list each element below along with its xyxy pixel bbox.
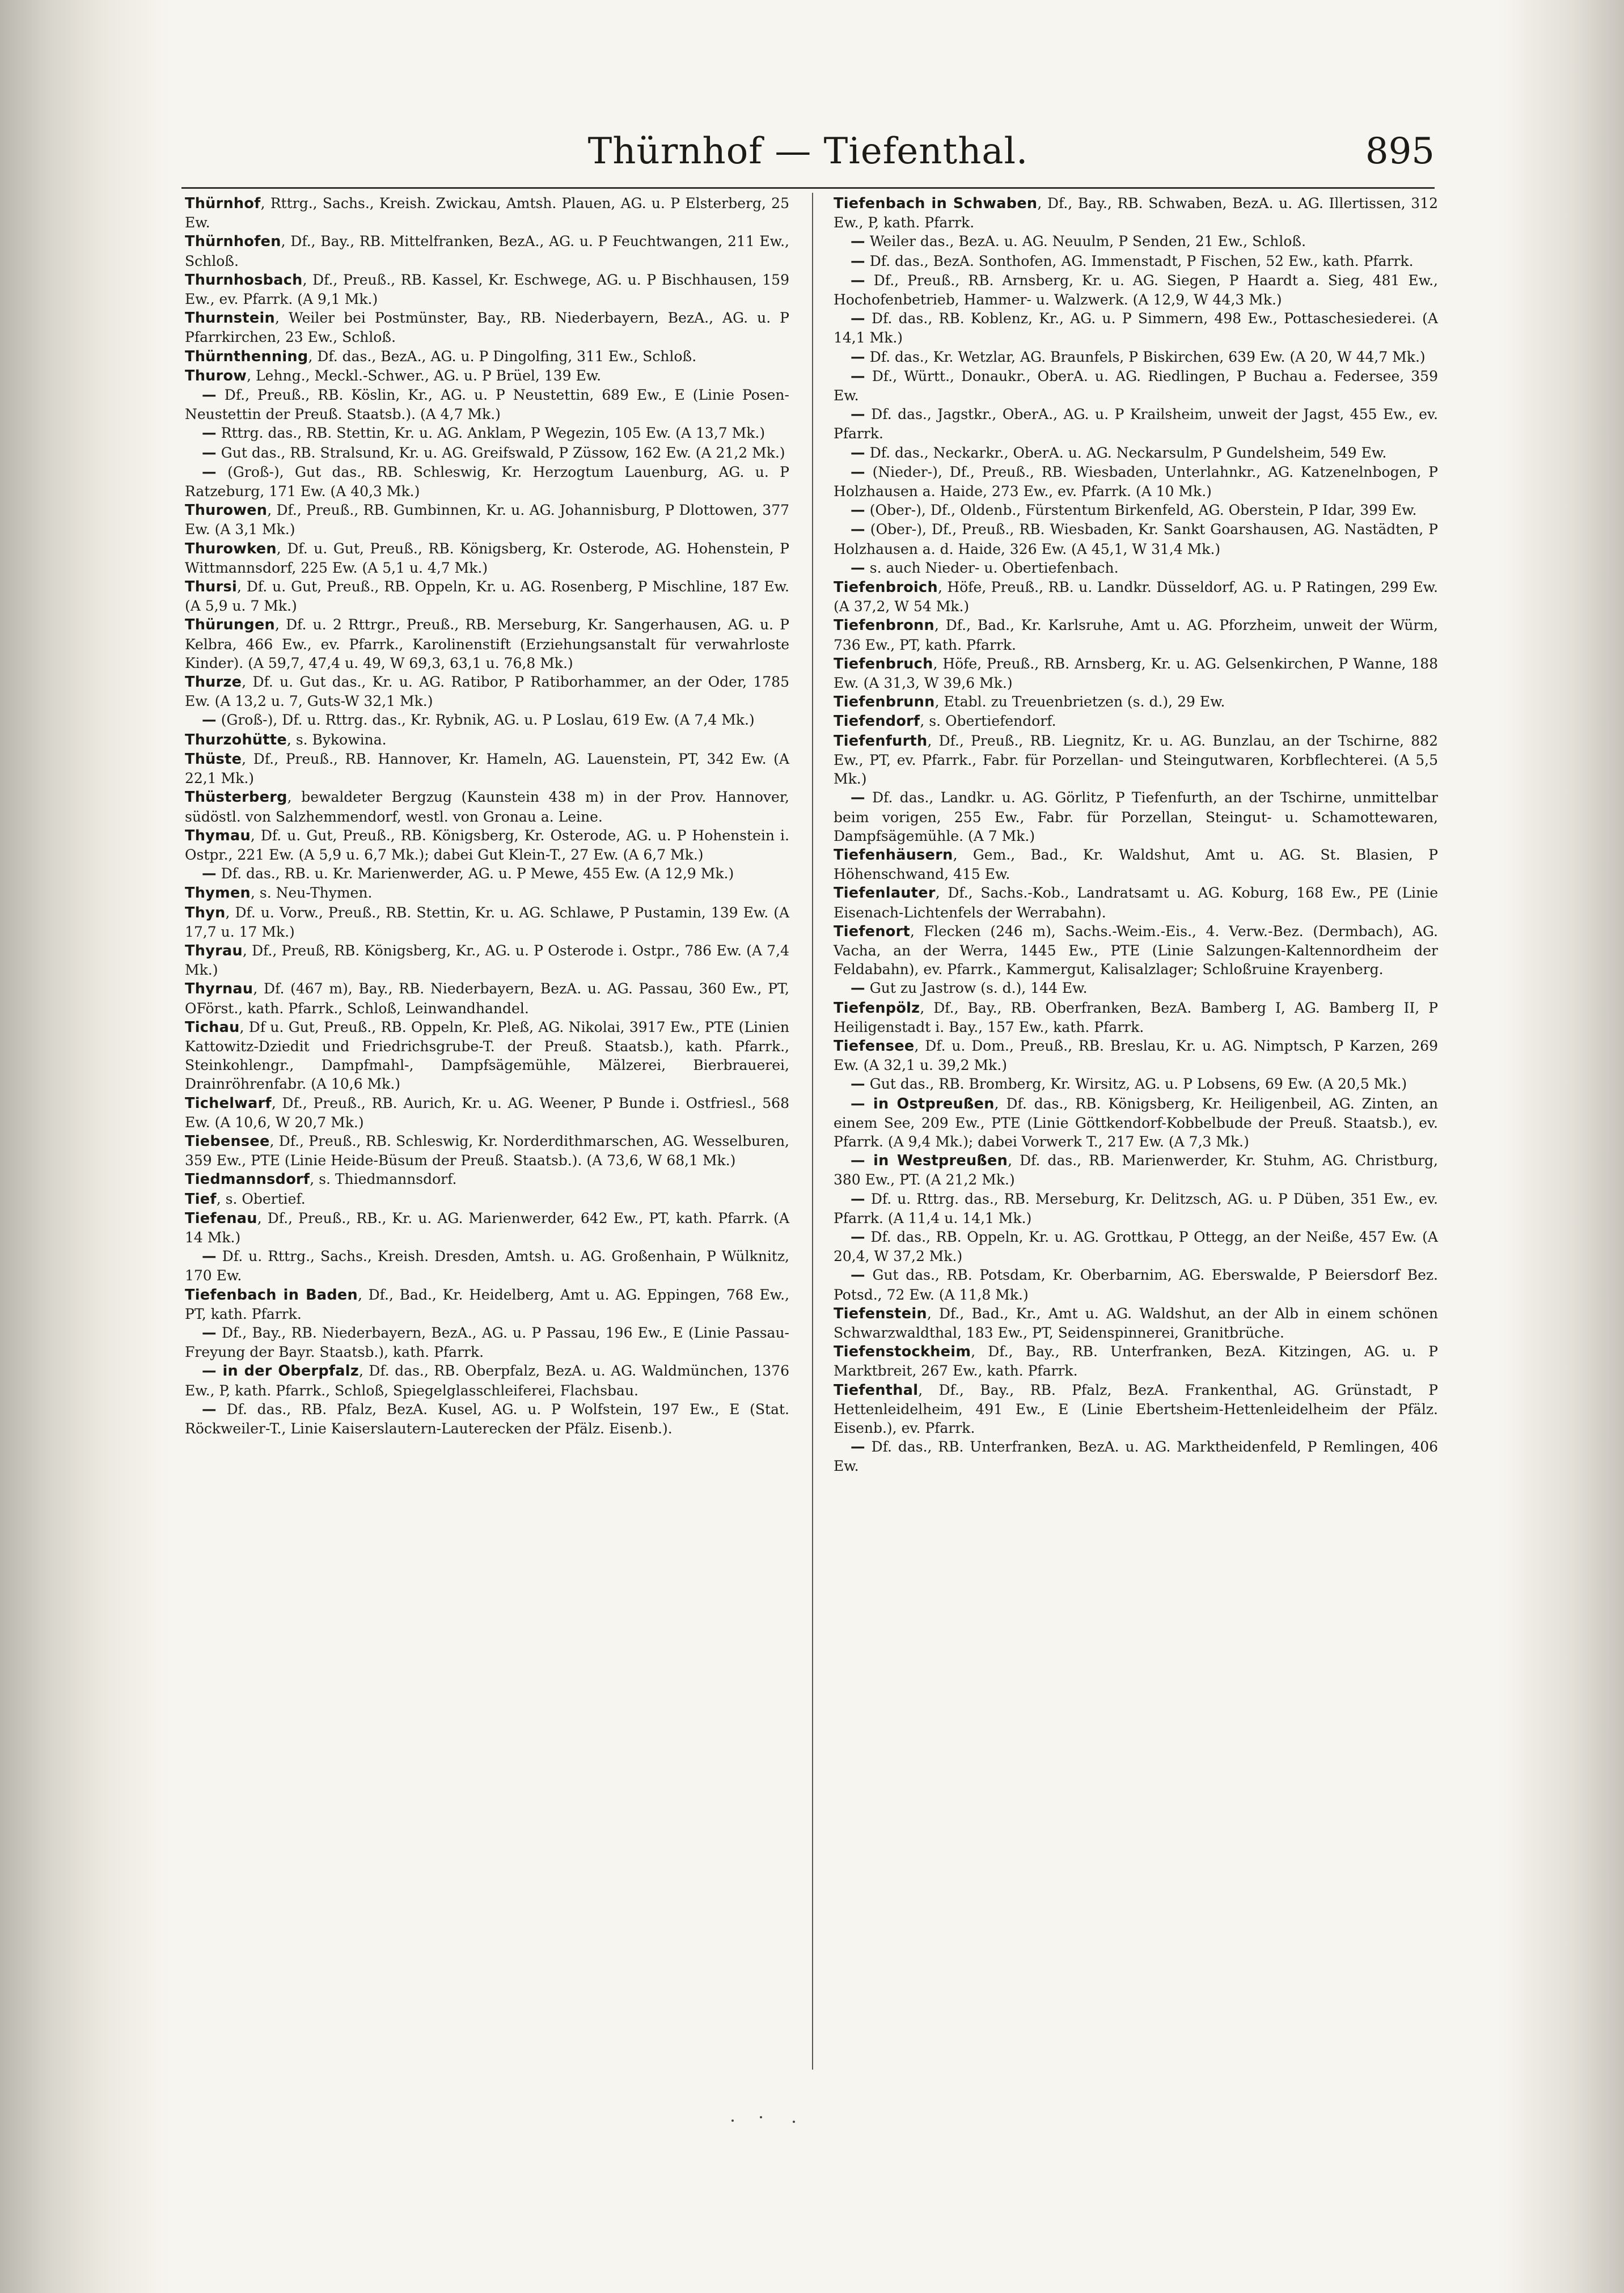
gazetteer-entry xyxy=(834,788,1438,845)
entry-text: , Weiler bei Postmünster, Bay., RB. Niederbayern, BezA., AG. u. P Pfarrkirchen, 23 Ew., Schloß. xyxy=(185,310,789,346)
gazetteer-entry xyxy=(185,730,789,750)
gazetteer-entry xyxy=(834,616,1438,654)
entry-text: , Df. u. Vorw., Preuß., RB. Stettin, Kr. u. AG. Schlawe, P Pustamin, 139 Ew. (A 17,7 u. 17 Mk.) xyxy=(185,904,789,940)
entry-headword: — xyxy=(202,1324,217,1342)
gazetteer-entry xyxy=(185,347,789,366)
entry-headword: — xyxy=(202,387,217,404)
entry-text: Gut das., RB. Bromberg, Kr. Wirsitz, AG. u. P Lobsens, 69 Ew. (A 20,5 Mk.) xyxy=(865,1076,1407,1093)
entry-text: , Df. u. Dom., Preuß., RB. Breslau, Kr. u. AG. Nimptsch, P Karzen, 269 Ew. (A 32,1 u. 39,2 Mk.) xyxy=(834,1037,1438,1074)
entry-text: Df. das., RB. Koblenz, Kr., AG. u. P Simmern, 498 Ew., Pottaschesiederei. (A 14,1 Mk.) xyxy=(834,310,1438,346)
entry-headword: — xyxy=(851,444,865,462)
gazetteer-entry xyxy=(185,788,789,826)
entry-headword: — xyxy=(851,502,865,519)
entry-headword: — in Westpreußen xyxy=(851,1152,1008,1170)
entry-text: Df. u. Rttrg., Sachs., Kreish. Dresden, Amtsh. u. AG. Großenhain, P Wülknitz, 170 Ew. xyxy=(185,1248,789,1284)
gazetteer-entry xyxy=(834,194,1438,232)
entry-text: , Df., Preuß, RB. Königsberg, Kr., AG. u. P Osterode i. Ostpr., 786 Ew. (A 7,4 Mk.) xyxy=(185,942,789,979)
entry-headword: Thurnstein xyxy=(185,310,275,327)
gazetteer-entry xyxy=(834,692,1438,712)
gazetteer-entry xyxy=(185,443,789,463)
entry-text: , Höfe, Preuß., RB. Arnsberg, Kr. u. AG. Gelsenkirchen, P Wanne, 188 Ew. (A 31,3, W 39,6 Mk.) xyxy=(834,655,1438,692)
entry-headword: — xyxy=(851,310,865,328)
gazetteer-entry xyxy=(834,1151,1438,1189)
entry-headword: — xyxy=(202,712,217,729)
entry-headword: Tiefenbruch xyxy=(834,655,933,672)
entry-text: , Df., Sachs.-Kob., Landratsamt u. AG. Koburg, 168 Ew., PE (Linie Eisenach-Lichtenfels der Werrabahn). xyxy=(834,885,1438,921)
entry-headword: Tiefenbach in Schwaben xyxy=(834,195,1038,212)
gazetteer-entry xyxy=(185,1209,789,1247)
entry-text: , Df. u. Gut, Preuß., RB. Oppeln, Kr. u. AG. Rosenberg, P Mischline, 187 Ew. (A 5,9 u. 7 Mk.) xyxy=(185,578,789,615)
entry-text: (Ober-), Df., Oldenb., Fürstentum Birkenfeld, AG. Oberstein, P Idar, 399 Ew. xyxy=(865,502,1417,519)
gazetteer-entry xyxy=(185,424,789,443)
entry-headword: Thyn xyxy=(185,904,226,921)
entry-headword: Tiebensee xyxy=(185,1132,270,1150)
entry-headword: — xyxy=(202,444,217,462)
gazetteer-entry xyxy=(834,1342,1438,1380)
entry-headword: Tiefenbroich xyxy=(834,579,938,596)
entry-text: , Df. u. Gut das., Kr. u. AG. Ratibor, P Ratiborhammer, an der Oder, 1785 Ew. (A 13,2 u. 7, Guts-W 32,1 Mk.) xyxy=(185,674,789,710)
entry-text: Df. das., Kr. Wetzlar, AG. Braunfels, P Biskirchen, 639 Ew. (A 20, W 44,7 Mk.) xyxy=(865,348,1426,365)
entry-text: , Df., Bay., RB. Unterfranken, BezA. Kitzingen, AG. u. P Marktbreit, 267 Ew., kath. Pfarrk. xyxy=(834,1343,1438,1380)
entry-headword: — xyxy=(851,521,865,539)
entry-text: , Df. u. Gut, Preuß., RB. Königsberg, Kr. Osterode, AG. u. P Hohenstein i. Ostpr., 221 Ew. (A 5,9 u. 6,7 Mk.); dabei Gut Klein-T., 27 Ew. (A 6,7 Mk.) xyxy=(185,827,789,863)
entry-headword: — xyxy=(851,1076,865,1093)
entry-headword: Tiefenlauter xyxy=(834,885,936,902)
entry-headword: Thürnhof xyxy=(185,195,261,212)
entry-text: , Rttrg., Sachs., Kreish. Zwickau, Amtsh. Plauen, AG. u. P Elsterberg, 25 Ew. xyxy=(185,195,789,231)
entry-text: (Groß-), Gut das., RB. Schleswig, Kr. Herzogtum Lauenburg, AG. u. P Ratzeburg, 171 Ew. (A 40,3 Mk.) xyxy=(185,463,789,500)
entry-headword: — xyxy=(851,233,865,251)
gazetteer-entry xyxy=(834,1266,1438,1304)
entry-headword: Thurowen xyxy=(185,502,268,519)
entry-headword: Tiefenort xyxy=(834,923,910,940)
entry-headword: — xyxy=(851,272,865,289)
gazetteer-entry xyxy=(185,903,789,941)
entry-text: , Df., Preuß., RB. Hannover, Kr. Hameln, AG. Lauenstein, PT, 342 Ew. (A 22,1 Mk.) xyxy=(185,750,789,787)
entry-text: Df., Preuß., RB. Köslin, Kr., AG. u. P Neustettin, 689 Ew., E (Linie Posen-Neustettin der Preuß. Staatsb.). (A 4,7 Mk.) xyxy=(185,387,789,423)
right-column xyxy=(834,194,1438,1476)
gazetteer-entry xyxy=(185,1285,789,1323)
entry-headword: Thürnhofen xyxy=(185,233,281,251)
entry-text: s. auch Nieder- u. Obertiefenbach. xyxy=(865,559,1119,576)
entry-headword: — xyxy=(851,367,865,385)
gazetteer-entry xyxy=(185,615,789,672)
entry-headword: — xyxy=(851,463,865,481)
entry-headword: Thursi xyxy=(185,578,237,596)
gazetteer-entry xyxy=(834,348,1438,367)
entry-text: , Lehng., Meckl.-Schwer., AG. u. P Brüel, 139 Ew. xyxy=(247,367,602,384)
entry-text: Df., Preuß., RB. Arnsberg, Kr. u. AG. Siegen, P Haardt a. Sieg, 481 Ew., Hochofenbetrieb, Hammer- u. Walzwerk. (A 12,9, W 44,3 Mk.) xyxy=(834,272,1438,308)
entry-text: (Groß-), Df. u. Rttrg. das., Kr. Rybnik, AG. u. P Loslau, 619 Ew. (A 7,4 Mk.) xyxy=(216,712,755,729)
gazetteer-entry xyxy=(185,194,789,232)
gazetteer-entry xyxy=(834,232,1438,251)
entry-headword: Tiefenstockheim xyxy=(834,1343,971,1361)
entry-text: Gut das., RB. Stralsund, Kr. u. AG. Greifswald, P Züssow, 162 Ew. (A 21,2 Mk.) xyxy=(216,444,785,461)
entry-headword: — xyxy=(202,425,217,442)
gazetteer-entry xyxy=(185,539,789,577)
gazetteer-entry xyxy=(185,1247,789,1285)
gazetteer-entry xyxy=(834,883,1438,921)
entry-text: Df. das., Landkr. u. AG. Görlitz, P Tiefenfurth, an der Tschirne, unmittelbar beim vorigen, 255 Ew., Fabr. für Porzellan, Steingut- u. Schamottewaren, Dampfsägemühle. (A 7 Mk.) xyxy=(834,789,1438,844)
entry-headword: — xyxy=(851,1439,865,1456)
entry-headword: Tiefenstein xyxy=(834,1305,927,1322)
entry-headword: Tiefendorf xyxy=(834,713,920,730)
entry-headword: — xyxy=(202,463,217,481)
running-header xyxy=(181,125,1435,187)
gazetteer-entry xyxy=(834,731,1438,789)
entry-headword: — xyxy=(851,789,865,807)
entry-headword: Thürungen xyxy=(185,616,275,634)
gazetteer-entry xyxy=(834,578,1438,616)
entry-text: , Flecken (246 m), Sachs.-Weim.-Eis., 4. Verw.-Bez. (Dermbach), AG. Vacha, an der Werra, 1445 Ew., PTE (Linie Salzungen-Kaltennordheim der Feldabahn), ev. Pfarrk., Kammergut, Kalisalzlager; Schloßruine Krayenberg. xyxy=(834,923,1438,978)
entry-headword: Tiefenbrunn xyxy=(834,693,935,711)
gazetteer-entry xyxy=(834,1381,1438,1438)
entry-text: , Df., Preuß., RB., Kr. u. AG. Marienwerder, 642 Ew., PT, kath. Pfarrk. (A 14 Mk.) xyxy=(185,1209,789,1246)
entry-headword: Tiefenfurth xyxy=(834,732,928,750)
entry-headword: Tiefenpölz xyxy=(834,999,920,1017)
page-title: Thürnhof — Tiefenthal. xyxy=(587,130,1029,172)
gazetteer-entry xyxy=(185,864,789,883)
entry-headword: Thurowken xyxy=(185,540,277,557)
entry-text: , s. Obertief. xyxy=(216,1190,306,1207)
entry-text: Df. das., RB. Oppeln, Kr. u. AG. Grottkau, P Ottegg, an der Neiße, 457 Ew. (A 20,4, W 37,2 Mk.) xyxy=(834,1228,1438,1265)
entry-text: Df. das., Jagstkr., OberA., AG. u. P Krailsheim, unweit der Jagst, 455 Ew., ev. Pfarrk. xyxy=(834,406,1438,442)
column-divider xyxy=(812,193,813,2070)
entry-headword: Tiefensee xyxy=(834,1037,915,1055)
entry-headword: Thurnhosbach xyxy=(185,271,303,289)
gazetteer-entry xyxy=(834,1437,1438,1475)
entry-text: (Ober-), Df., Preuß., RB. Wiesbaden, Kr. Sankt Goarshausen, AG. Nastädten, P Holzhausen a. d. Haide, 326 Ew. (A 45,1, W 31,4 Mk.) xyxy=(834,521,1438,557)
gazetteer-entry xyxy=(185,501,789,539)
gazetteer-entry xyxy=(834,999,1438,1036)
gazetteer-entry xyxy=(834,520,1438,558)
gazetteer-entry xyxy=(834,463,1438,501)
gazetteer-entry xyxy=(834,1190,1438,1228)
entry-headword: Tiedmannsdorf xyxy=(185,1171,310,1188)
entry-headword: — xyxy=(851,406,865,424)
gazetteer-entry xyxy=(185,672,789,710)
entry-text: Gut das., RB. Potsdam, Kr. Oberbarnim, AG. Eberswalde, P Beiersdorf Bez. Potsd., 72 Ew. (A 11,8 Mk.) xyxy=(834,1267,1438,1303)
entry-headword: Thurow xyxy=(185,367,247,384)
entry-text: , Df. das., RB. Königsberg, Kr. Heiligenbeil, AG. Zinten, an einem See, 209 Ew., PTE (Linie Göttkendorf-Kobbelbude der Preuß. Staatsb.), ev. Pfarrk. (A 9,4 Mk.); dabei Vorwerk T., 217 Ew. (A 7,3 Mk.) xyxy=(834,1095,1438,1150)
gazetteer-entry xyxy=(834,252,1438,271)
entry-text: , Df. u. 2 Rttrgr., Preuß., RB. Merseburg, Kr. Sangerhausen, AG. u. P Kelbra, 466 Ew., ev. Pfarrk., Karolinenstift (Erziehungsanstalt für verwahrloste Kinder). (A 59,7, 47,4 u. 49, W 69,3, 63,1 u. 76,8 Mk.) xyxy=(185,616,789,671)
gazetteer-entry xyxy=(185,883,789,903)
entry-text: , Df. das., RB. Oberpfalz, BezA. u. AG. Waldmünchen, 1376 Ew., P, kath. Pfarrk., Schloß, Spiegelglasschleiferei, Flachsbau. xyxy=(185,1363,789,1399)
entry-headword: Tief xyxy=(185,1190,217,1208)
gazetteer-entry xyxy=(185,1323,789,1361)
gazetteer-entry xyxy=(185,463,789,501)
entry-headword: Thüste xyxy=(185,750,242,768)
entry-text: Df., Württ., Donaukr., OberA. u. AG. Riedlingen, P Buchau a. Federsee, 359 Ew. xyxy=(834,367,1438,404)
gazetteer-entry xyxy=(834,309,1438,347)
entry-text: , Df., Bay., RB. Mittelfranken, BezA., AG. u. P Feuchtwangen, 211 Ew., Schloß. xyxy=(185,233,789,269)
entry-headword: — xyxy=(851,348,865,366)
entry-headword: Tichelwarf xyxy=(185,1094,272,1112)
gazetteer-entry xyxy=(185,1361,789,1399)
entry-text: , Df. das., RB. Marienwerder, Kr. Stuhm, AG. Christburg, 380 Ew., PT. (A 21,2 Mk.) xyxy=(834,1152,1438,1188)
entry-text: Df. das., RB. Unterfranken, BezA. u. AG. Marktheidenfeld, P Remlingen, 406 Ew. xyxy=(834,1439,1438,1475)
entry-headword: Tiefenhäusern xyxy=(834,846,953,864)
gazetteer-entry xyxy=(185,308,789,346)
entry-text: , Df., Preuß., RB. Schleswig, Kr. Norderdithmarschen, AG. Wesselburen, 359 Ew., PTE (Linie Heide-Büsum der Preuß. Staatsb.). (A 73,6, W 68,1 Mk.) xyxy=(185,1132,789,1169)
gazetteer-entry xyxy=(185,941,789,979)
entry-text: , Höfe, Preuß., RB. u. Landkr. Düsseldorf, AG. u. P Ratingen, 299 Ew. (A 37,2, W 54 Mk.) xyxy=(834,579,1438,615)
gazetteer-entry xyxy=(834,1228,1438,1266)
gazetteer-entry xyxy=(834,1094,1438,1152)
entry-headword: Thymen xyxy=(185,885,251,902)
gazetteer-entry xyxy=(834,405,1438,443)
entry-headword: — xyxy=(202,865,217,883)
gazetteer-entry xyxy=(834,501,1438,520)
gazetteer-entry xyxy=(185,1094,789,1132)
entry-headword: — xyxy=(851,1267,865,1284)
gazetteer-entry xyxy=(185,979,789,1017)
entry-text: Df., Bay., RB. Niederbayern, BezA., AG. u. P Passau, 196 Ew., E (Linie Passau-Freyung der Bayr. Staatsb.), kath. Pfarrk. xyxy=(185,1324,789,1361)
gazetteer-entry xyxy=(834,271,1438,309)
entry-headword: Tiefenbach in Baden xyxy=(185,1286,358,1304)
entry-headword: — xyxy=(851,252,865,270)
entry-headword: Thurze xyxy=(185,674,242,691)
gazetteer-entry xyxy=(834,443,1438,463)
gazetteer-entry xyxy=(834,559,1438,578)
gazetteer-entry xyxy=(185,1400,789,1438)
header-rule xyxy=(181,187,1435,189)
entry-text: , Df. u. Gut, Preuß., RB. Königsberg, Kr. Osterode, AG. Hohenstein, P Wittmannsdorf, 225 Ew. (A 5,1 u. 4,7 Mk.) xyxy=(185,540,789,576)
entry-text: , Gem., Bad., Kr. Waldshut, Amt u. AG. St. Blasien, P Höhenschwand, 415 Ew. xyxy=(834,846,1438,883)
gazetteer-entry xyxy=(185,232,789,270)
entry-text: , Df., Preuß., RB. Liegnitz, Kr. u. AG. Bunzlau, an der Tschirne, 882 Ew., PT, ev. Pfarrk., Fabr. für Porzellan- und Steingutwaren, Korbflechterei. (A 5,5 Mk.) xyxy=(834,732,1438,788)
page-number: 895 xyxy=(1365,130,1435,172)
entry-text: , s. Neu-Thymen. xyxy=(251,885,373,902)
gazetteer-entry xyxy=(834,654,1438,692)
gazetteer-entry xyxy=(834,1074,1438,1094)
entry-text: (Nieder-), Df., Preuß., RB. Wiesbaden, Unterlahnkr., AG. Katzenelnbogen, P Holzhausen a. Haide, 273 Ew., ev. Pfarrk. (A 10 Mk.) xyxy=(834,463,1438,500)
entry-text: , Df., Bad., Kr. Heidelberg, Amt u. AG. Eppingen, 768 Ew., PT, kath. Pfarrk. xyxy=(185,1286,789,1322)
entry-text: Rttrg. das., RB. Stettin, Kr. u. AG. Anklam, P Wegezin, 105 Ew. (A 13,7 Mk.) xyxy=(216,425,766,442)
entry-text: , Df u. Gut, Preuß., RB. Oppeln, Kr. Pleß, AG. Nikolai, 3917 Ew., PTE (Linien Kattowitz-Dziedit und Friedrichsgrube-T. der Preuß. Staatsb.), kath. Pfarrk., Steinkohlengr., Dampfmahl-, Dampfsägemühle, Mälzerei, Bierbrauerei, Drainröhrenfabr. (A 10,6 Mk.) xyxy=(185,1018,789,1093)
entry-headword: Tiefenthal xyxy=(834,1381,919,1399)
gazetteer-entry xyxy=(834,367,1438,405)
entry-text: , Df., Bay., RB. Schwaben, BezA. u. AG. Illertissen, 312 Ew., P, kath. Pfarrk. xyxy=(834,195,1438,231)
entry-headword: Thymau xyxy=(185,827,251,844)
gazetteer-entry xyxy=(834,845,1438,883)
entry-headword: Thurzohütte xyxy=(185,731,287,748)
gazetteer-entry xyxy=(185,710,789,730)
gazetteer-entry xyxy=(185,366,789,386)
gazetteer-entry xyxy=(185,1132,789,1170)
entry-headword: Thyrau xyxy=(185,942,243,959)
gazetteer-entry xyxy=(185,386,789,424)
entry-text: Weiler das., BezA. u. AG. Neuulm, P Senden, 21 Ew., Schloß. xyxy=(865,233,1306,250)
entry-headword: Tichau xyxy=(185,1018,240,1036)
gazetteer-entry xyxy=(834,979,1438,998)
entry-text: , Df., Bad., Kr., Amt u. AG. Waldshut, an der Alb in einem schönen Schwarzwaldthal, 183 Ew., PT, Seidenspinnerei, Granitbrüche. xyxy=(834,1305,1438,1341)
entry-headword: Tiefenbronn xyxy=(834,617,934,634)
entry-text: , Etabl. zu Treuenbrietzen (s. d.), 29 Ew. xyxy=(934,693,1225,710)
gazetteer-entry xyxy=(834,1036,1438,1074)
entry-text: , s. Obertiefendorf. xyxy=(920,713,1056,730)
entry-text: , bewaldeter Bergzug (Kaunstein 438 m) in der Prov. Hannover, südöstl. von Salzhemmendorf, westl. von Gronau a. Leine. xyxy=(185,789,789,825)
gazetteer-entry xyxy=(185,750,789,788)
gazetteer-entry xyxy=(185,1170,789,1189)
entry-headword: — xyxy=(851,1228,865,1246)
entry-text: , Df., Preuß., RB. Gumbinnen, Kr. u. AG. Johannisburg, P Dlottowen, 377 Ew. (A 3,1 Mk.) xyxy=(185,502,789,538)
entry-text: , s. Bykowina. xyxy=(286,731,387,748)
entry-text: Df. das., Neckarkr., OberA. u. AG. Neckarsulm, P Gundelsheim, 549 Ew. xyxy=(865,444,1387,461)
entry-headword: — xyxy=(851,980,865,997)
entry-text: Df. das., BezA. Sonthofen, AG. Immenstadt, P Fischen, 52 Ew., kath. Pfarrk. xyxy=(865,252,1414,269)
entry-text: , Df. das., BezA., AG. u. P Dingolfing, 311 Ew., Schloß. xyxy=(308,348,697,365)
entry-text: , Df., Bay., RB. Oberfranken, BezA. Bamberg I, AG. Bamberg II, P Heiligenstadt i. Bay., 157 Ew., kath. Pfarrk. xyxy=(834,999,1438,1035)
entry-text: , Df., Bad., Kr. Karlsruhe, Amt u. AG. Pforzheim, unweit der Würm, 736 Ew., PT, kath. Pfarrk. xyxy=(834,617,1438,653)
gazetteer-entry xyxy=(185,826,789,864)
entry-headword: Thyrnau xyxy=(185,980,253,998)
gazetteer-entry xyxy=(834,1304,1438,1342)
entry-text: , Df. (467 m), Bay., RB. Niederbayern, BezA. u. AG. Passau, 360 Ew., PT, OFörst., kath. Pfarrk., Schloß, Leinwandhandel. xyxy=(185,980,789,1017)
entry-headword: — xyxy=(851,559,865,577)
entry-text: , s. Thiedmannsdorf. xyxy=(310,1171,457,1188)
entry-text: , Df., Preuß., RB. Aurich, Kr. u. AG. Weener, P Bunde i. Ostfriesl., 568 Ew. (A 10,6, W 20,7 Mk.) xyxy=(185,1094,789,1131)
gazetteer-entry xyxy=(185,577,789,615)
entry-text: Gut zu Jastrow (s. d.), 144 Ew. xyxy=(865,980,1088,997)
entry-text: , Df., Preuß., RB. Kassel, Kr. Eschwege, AG. u. P Bischhausen, 159 Ew., ev. Pfarrk. (A 9,1 Mk.) xyxy=(185,271,789,308)
entry-headword: Tiefenau xyxy=(185,1209,257,1227)
gazetteer-entry xyxy=(185,1190,789,1209)
entry-headword: — in der Oberpfalz xyxy=(202,1363,359,1380)
entry-headword: — xyxy=(202,1401,217,1418)
entry-text: Df. u. Rttrg. das., RB. Merseburg, Kr. Delitzsch, AG. u. P Düben, 351 Ew., ev. Pfarrk. (A 11,4 u. 14,1 Mk.) xyxy=(834,1190,1438,1226)
entry-headword: — in Ostpreußen xyxy=(851,1095,995,1112)
entry-headword: Thürnthenning xyxy=(185,348,308,365)
print-specks xyxy=(726,2115,805,2126)
gazetteer-entry xyxy=(185,270,789,308)
gazetteer-entry xyxy=(834,712,1438,731)
entry-headword: Thüsterberg xyxy=(185,789,287,806)
entry-text: , Df., Bay., RB. Pfalz, BezA. Frankenthal, AG. Grünstadt, P Hettenleidelheim, 491 Ew., E (Linie Ebertsheim-Hettenleidelheim der Pfälz. Eisenb.), ev. Pfarrk. xyxy=(834,1381,1438,1436)
entry-headword: — xyxy=(851,1190,865,1208)
entry-headword: — xyxy=(202,1248,217,1266)
left-column xyxy=(185,194,789,1438)
gazetteer-entry xyxy=(834,922,1438,979)
gazetteer-entry xyxy=(185,1018,789,1094)
entry-text: Df. das., RB. Pfalz, BezA. Kusel, AG. u. P Wolfstein, 197 Ew., E (Stat. Röckweiler-T., Linie Kaiserslautern-Lauterecken der Pfälz. Eisenb.). xyxy=(185,1401,789,1437)
entry-text: Df. das., RB. u. Kr. Marienwerder, AG. u. P Mewe, 455 Ew. (A 12,9 Mk.) xyxy=(216,865,734,882)
